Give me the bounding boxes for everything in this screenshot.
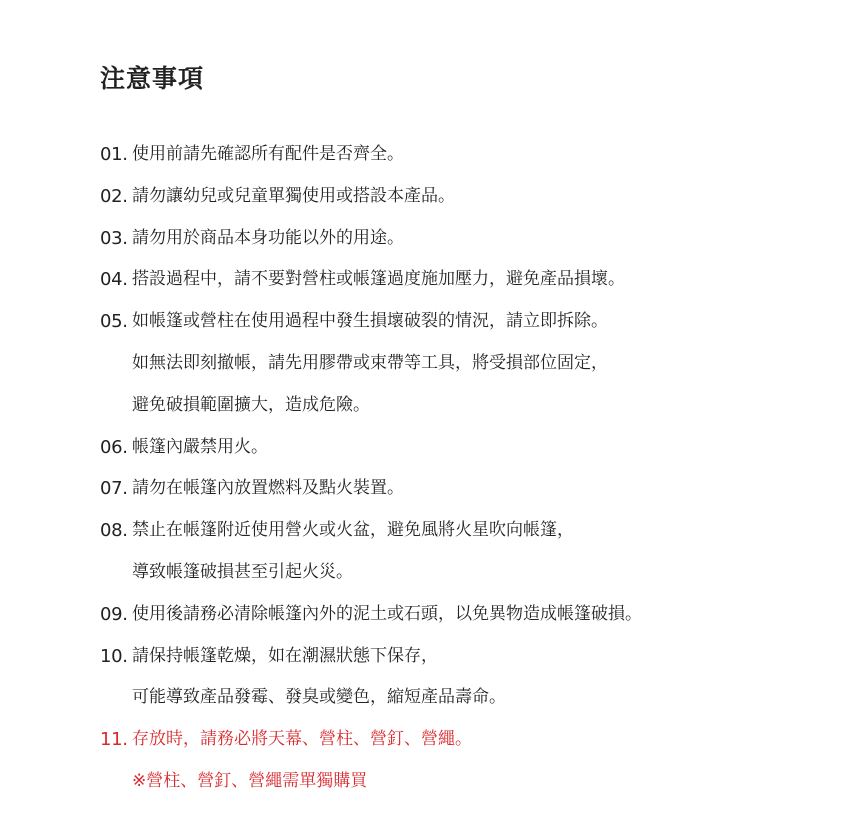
note-text: 搭設過程中，請不要對營柱或帳篷過度施加壓力，避免產品損壞。 — [132, 269, 625, 290]
note-text: 請保持帳篷乾燥，如在潮濕狀態下保存， — [132, 645, 438, 666]
note-number: 03. — [100, 227, 128, 249]
page-title: 注意事項 — [100, 64, 205, 93]
note-number: 11. — [100, 729, 128, 751]
note-05-continuation — [100, 343, 840, 385]
note-07 — [100, 468, 840, 510]
note-number: 09. — [100, 603, 128, 625]
note-text: 如帳篷或營柱在使用過程中發生損壞破裂的情況，請立即拆除。 — [132, 311, 608, 332]
note-text: 使用後請務必清除帳篷內外的泥土或石頭，以免異物造成帳篷破損。 — [132, 603, 642, 624]
note-text: 導致帳篷破損甚至引起火災。 — [132, 561, 353, 582]
note-text: 請勿在帳篷內放置燃料及點火裝置。 — [132, 478, 404, 499]
note-03 — [100, 218, 840, 260]
note-number: 01. — [100, 144, 128, 165]
note-08-continuation — [100, 552, 840, 594]
note-number: 02. — [100, 185, 128, 207]
note-10 — [100, 636, 840, 678]
note-text: 禁止在帳篷附近使用營火或火盆，避免風將火星吹向帳篷， — [132, 520, 574, 541]
note-01 — [100, 134, 840, 176]
note-05-continuation — [100, 385, 840, 427]
note-02 — [100, 176, 840, 218]
note-number: 05. — [100, 311, 128, 333]
note-10-continuation — [100, 677, 840, 719]
note-number: 07. — [100, 478, 128, 500]
note-number: 06. — [100, 436, 128, 458]
note-06 — [100, 427, 840, 469]
note-number: 04. — [100, 269, 128, 291]
note-text: 使用前請先確認所有配件是否齊全。 — [132, 144, 404, 164]
note-05 — [100, 301, 840, 343]
note-text: 避免破損範圍擴大，造成危險。 — [132, 394, 370, 415]
note-text: 請勿讓幼兒或兒童單獨使用或搭設本產品。 — [132, 185, 455, 206]
note-text: 帳篷內嚴禁用火。 — [132, 436, 268, 457]
note-text: 存放時，請務必將天幕、營柱、營釘、營繩。 — [132, 729, 472, 750]
note-text: 請勿用於商品本身功能以外的用途。 — [132, 227, 404, 248]
note-08 — [100, 510, 840, 552]
notes-list — [100, 134, 840, 803]
note-text: ※營柱、營釘、營繩需單獨購買 — [132, 770, 368, 791]
note-text: 如無法即刻撤帳，請先用膠帶或束帶等工具，將受損部位固定， — [132, 352, 608, 373]
note-09 — [100, 594, 840, 636]
note-11-footnote — [100, 761, 840, 803]
note-11-warning — [100, 719, 840, 761]
note-number: 08. — [100, 520, 128, 542]
note-text: 可能導致產品發霉、發臭或變色，縮短產品壽命。 — [132, 687, 506, 708]
note-04 — [100, 259, 840, 301]
note-number: 10. — [100, 645, 128, 667]
